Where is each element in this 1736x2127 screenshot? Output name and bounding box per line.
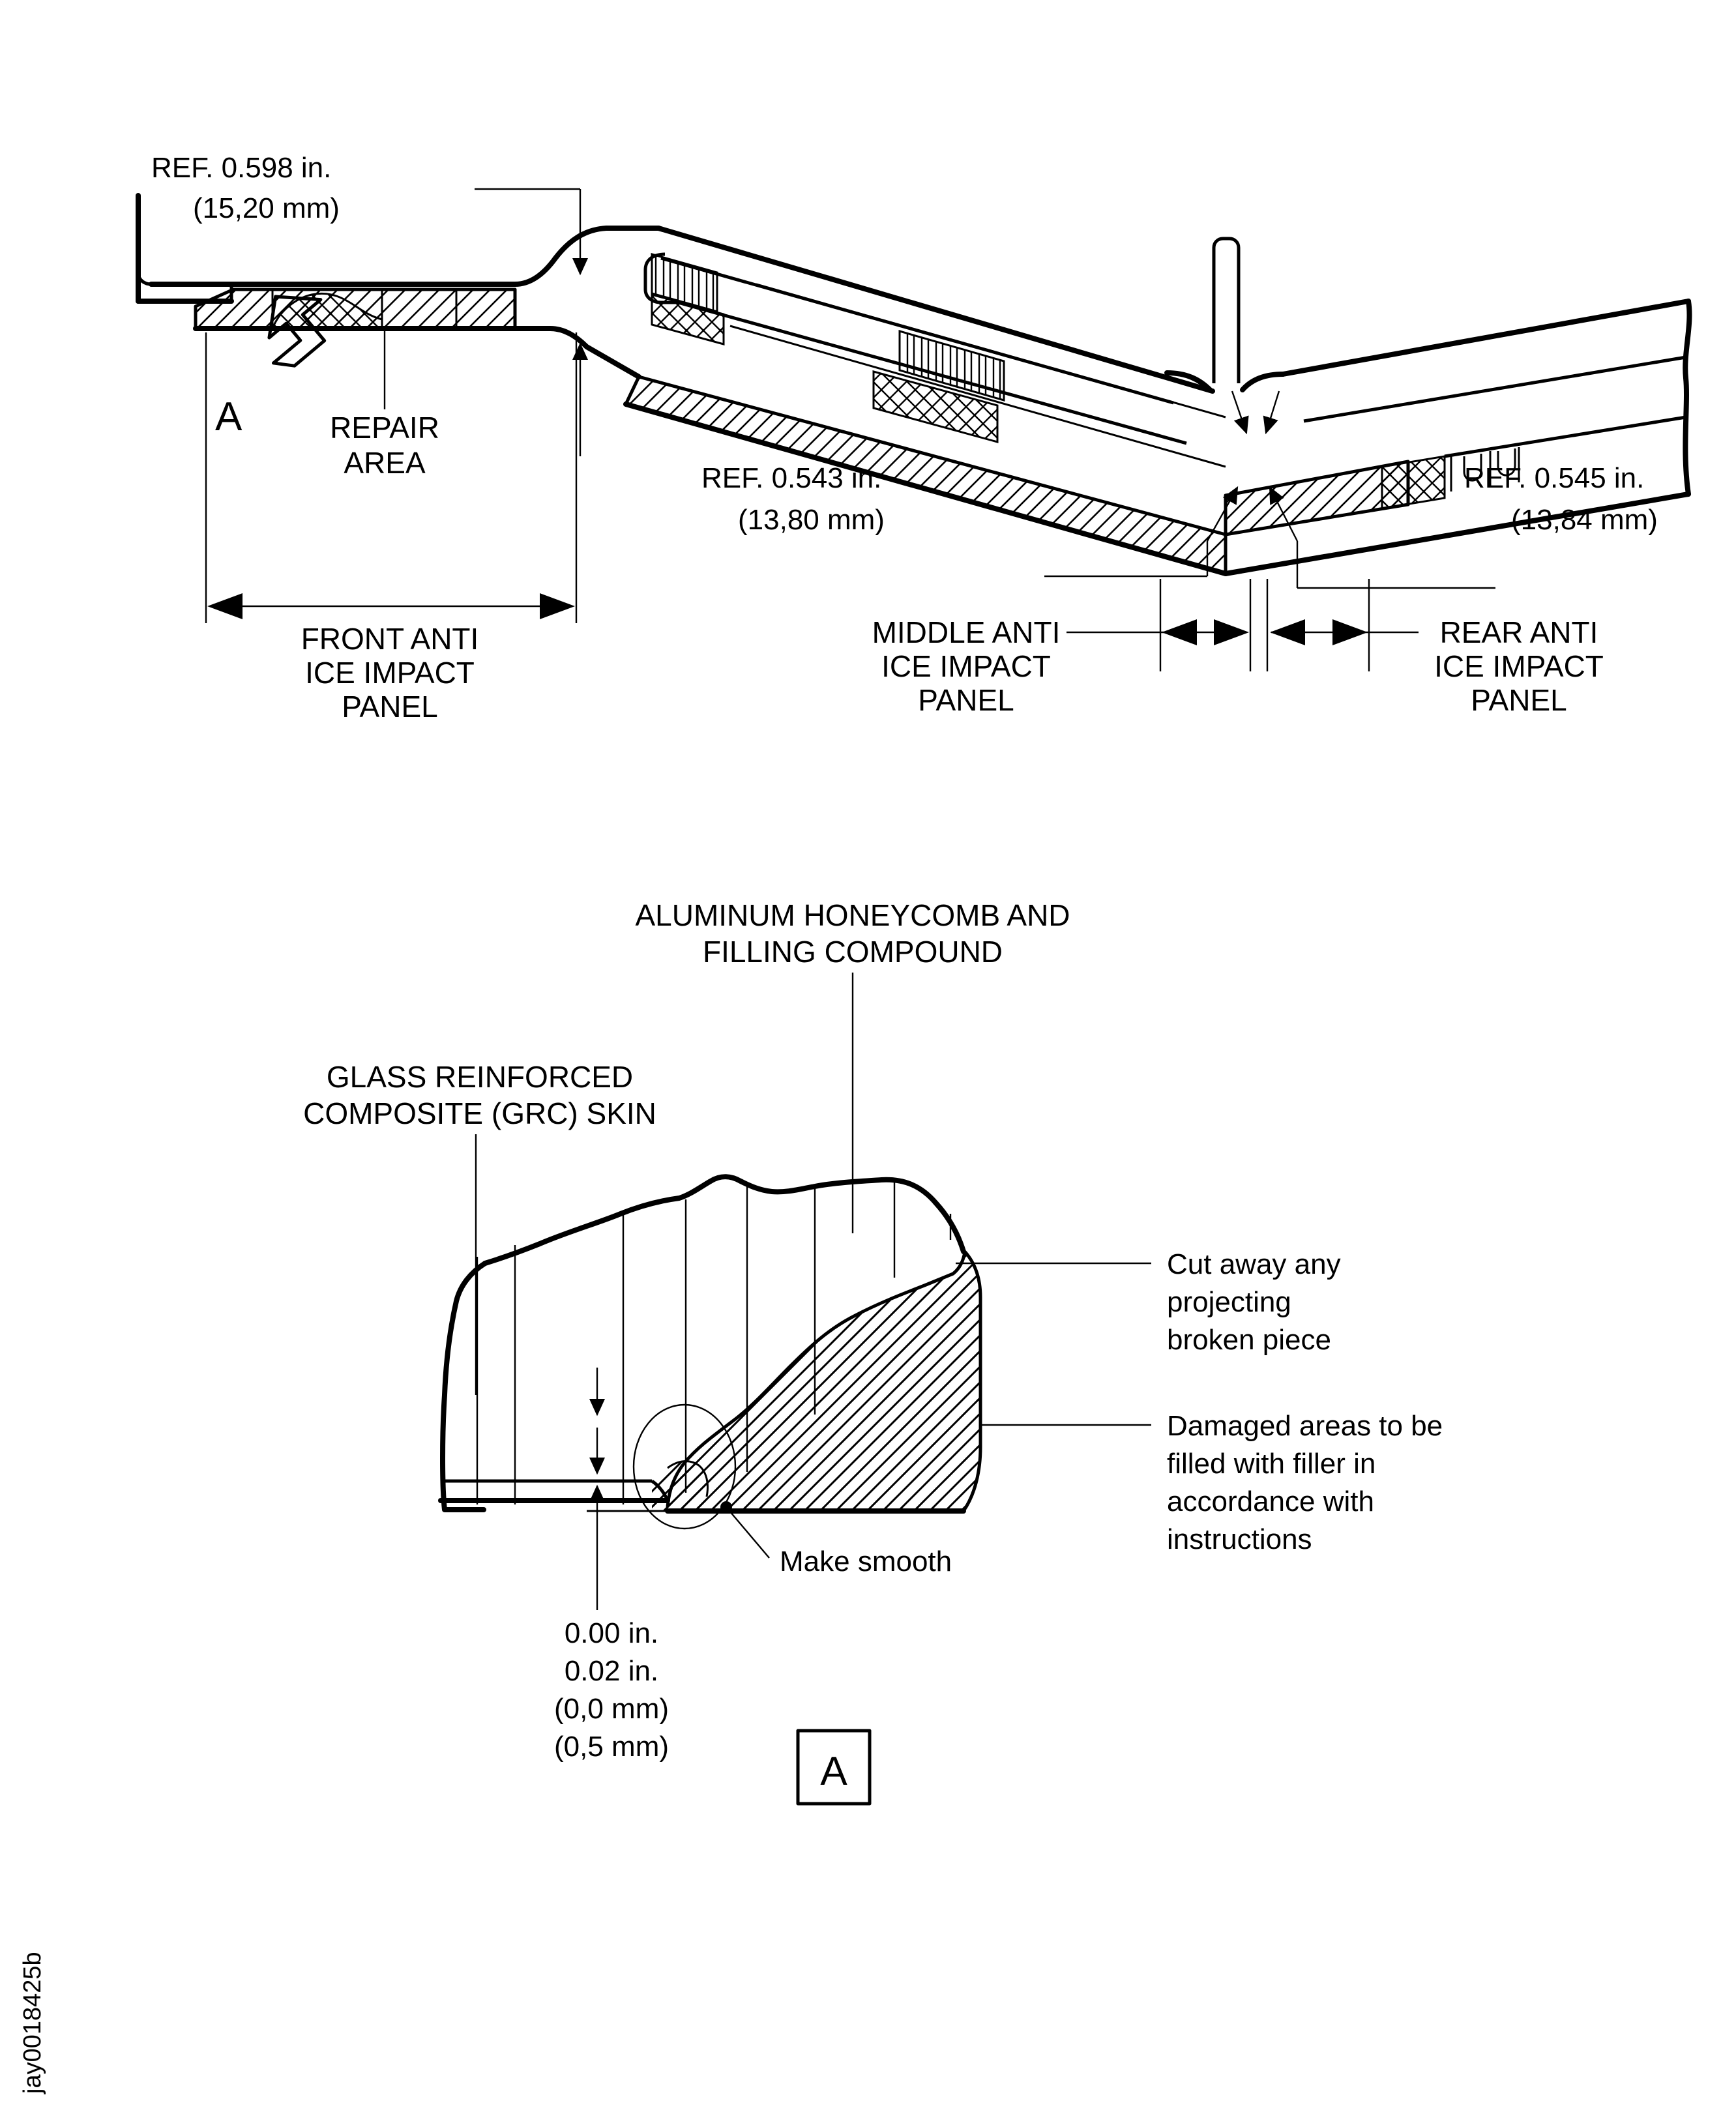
cut-away-note-line3: broken piece xyxy=(1167,1324,1331,1356)
detail-view-a xyxy=(303,898,1443,1804)
rear-panel-label-line1: REAR ANTI xyxy=(1439,615,1598,649)
middle-rear-span-dimensions xyxy=(1067,579,1419,671)
detail-marker-letter: A xyxy=(820,1749,847,1794)
top-cross-section-view xyxy=(138,152,1690,724)
make-smooth-leader xyxy=(726,1507,769,1558)
damaged-region-hatch xyxy=(668,1252,980,1511)
tolerance-line2: 0.02 in. xyxy=(564,1655,659,1687)
damage-lump-outline xyxy=(443,1263,485,1510)
view-arrow-letter: A xyxy=(215,394,243,439)
figure-id-label: jay0018425b xyxy=(19,1952,46,2094)
grc-skin-label-line1: GLASS REINFORCED xyxy=(326,1060,634,1094)
rear-panel-section-hatch xyxy=(1226,462,1408,535)
repair-area-label-line1: REPAIR xyxy=(330,411,439,445)
cut-away-note-line1: Cut away any xyxy=(1167,1248,1341,1280)
panel-transition xyxy=(515,228,658,377)
front-panel-label-line2: ICE IMPACT xyxy=(305,656,475,690)
filler-note-line4: instructions xyxy=(1167,1523,1312,1555)
cut-away-note-line2: projecting xyxy=(1167,1286,1291,1318)
vertical-stringer xyxy=(1167,239,1283,390)
middle-panel-label-line1: MIDDLE ANTI xyxy=(872,615,1061,649)
middle-panel-label-line3: PANEL xyxy=(918,683,1014,717)
rear-panel-label-line3: PANEL xyxy=(1471,683,1567,717)
dim-front-thickness-inch: REF. 0.598 in. xyxy=(151,152,332,184)
dim-rear-thickness-mm: (13,84 mm) xyxy=(1511,504,1658,536)
honeycomb-label-line2: FILLING COMPOUND xyxy=(702,935,1003,969)
tolerance-line4: (0,5 mm) xyxy=(554,1731,669,1763)
filler-note-line3: accordance with xyxy=(1167,1486,1374,1518)
skin-step-dimension xyxy=(559,1368,638,1610)
filler-note-line1: Damaged areas to be xyxy=(1167,1410,1443,1442)
filler-note-line2: filled with filler in xyxy=(1167,1448,1376,1480)
repair-area-label-line2: AREA xyxy=(344,446,426,480)
dim-middle-thickness-mm: (13,80 mm) xyxy=(738,504,885,536)
tolerance-line3: (0,0 mm) xyxy=(554,1693,669,1725)
middle-panel-label-line2: ICE IMPACT xyxy=(881,649,1051,683)
front-panel-label-line1: FRONT ANTI xyxy=(301,622,479,656)
grc-skin-label-line2: COMPOSITE (GRC) SKIN xyxy=(303,1096,656,1130)
front-panel-label-line3: PANEL xyxy=(342,690,438,724)
rear-panel-outer-skin xyxy=(1283,301,1688,374)
honeycomb-label-line1: ALUMINUM HONEYCOMB AND xyxy=(635,898,1070,932)
make-smooth-note: Make smooth xyxy=(780,1546,952,1577)
rear-panel-label-line2: ICE IMPACT xyxy=(1434,649,1604,683)
dim-rear-thickness-inch: REF. 0.545 in. xyxy=(1464,462,1645,494)
dim-front-thickness-mm: (15,20 mm) xyxy=(193,192,340,224)
dim-middle-thickness-inch: REF. 0.543 in. xyxy=(701,462,882,494)
tolerance-line1: 0.00 in. xyxy=(564,1617,659,1649)
